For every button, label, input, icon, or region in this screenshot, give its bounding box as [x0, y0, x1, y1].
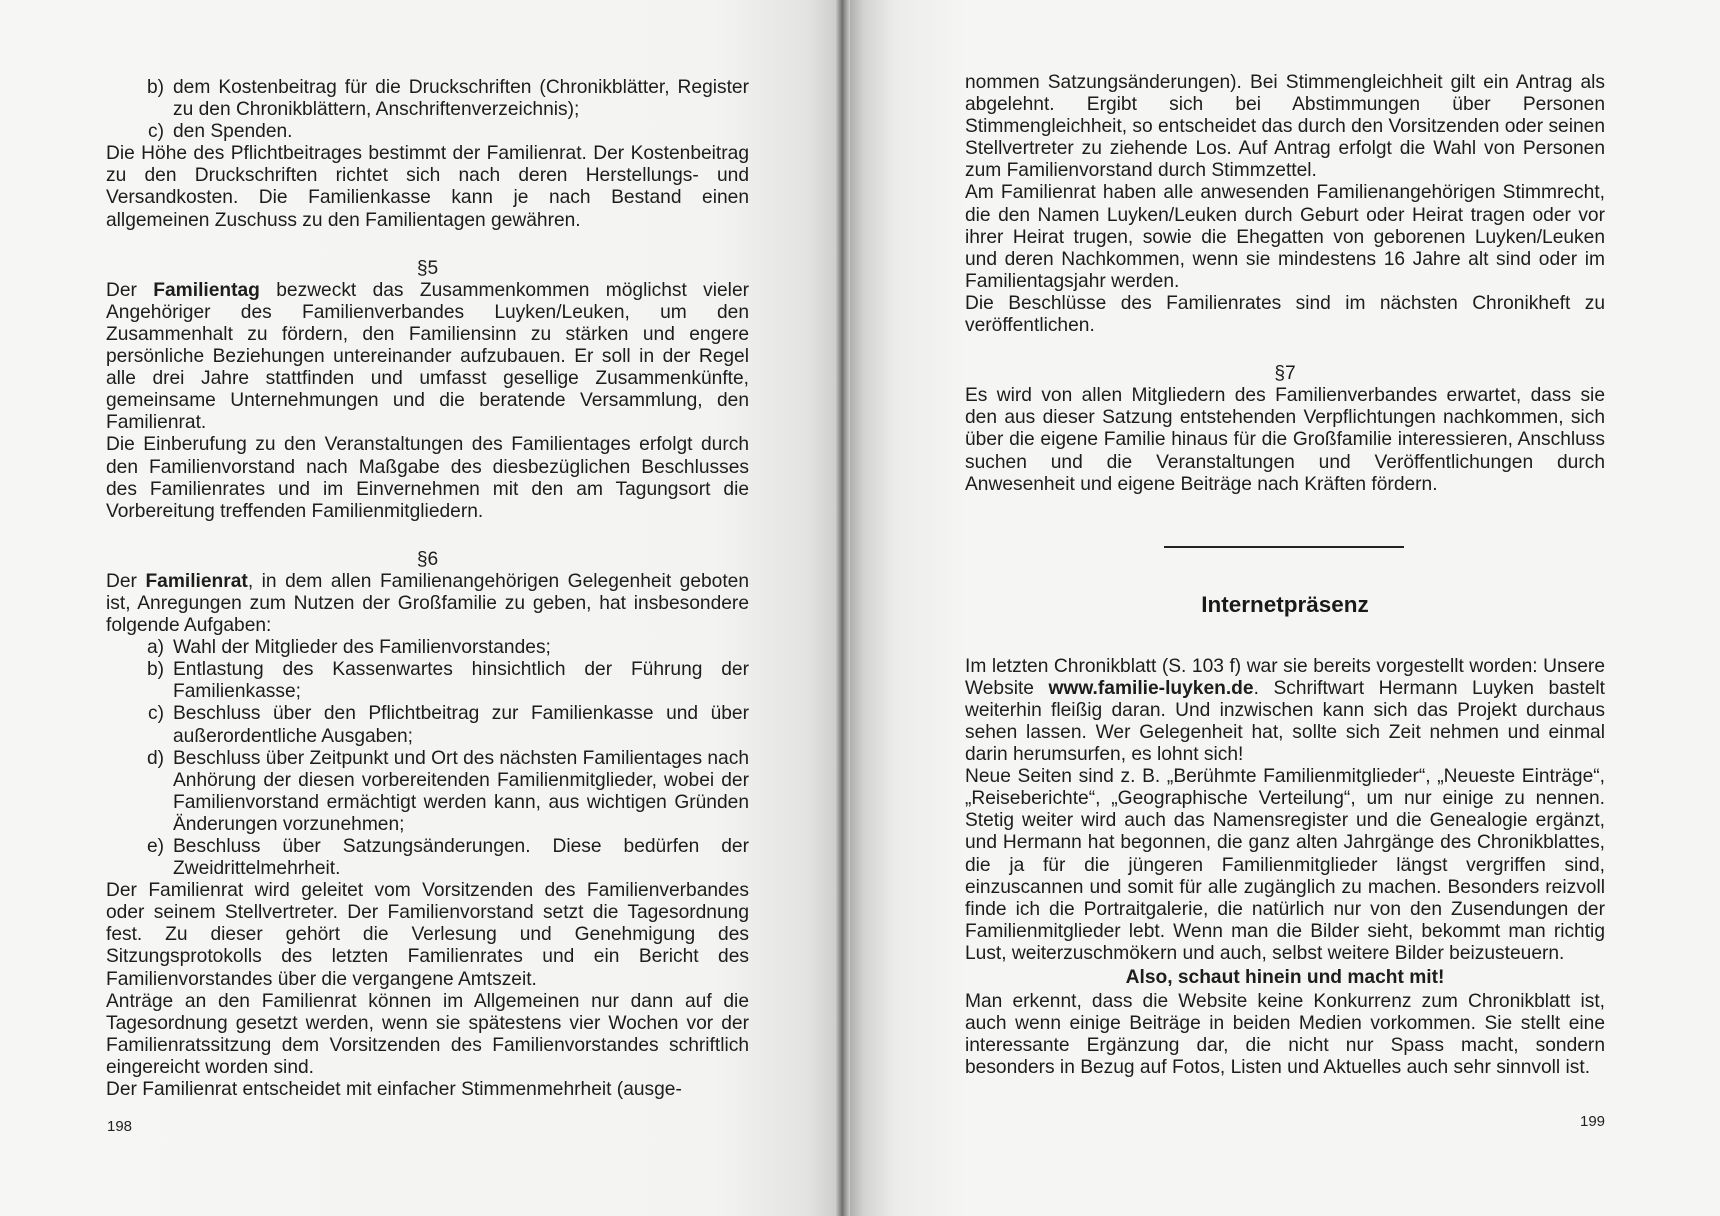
internet-paragraph-1 — [965, 656, 1605, 766]
list-text: den Spenden. — [173, 121, 293, 143]
section-7-heading: §7 — [1274, 363, 1296, 385]
section-6-paragraph-3: Anträge an den Familienrat können im Allgemeinen nur dann auf die Tagesordnung gesetzt werden, wenn sie spätestens vier Wochen vor der Familienratssitzung dem Vorsitzenden des Familienvorstandes schriftlich eingereicht worden sind. — [106, 990, 749, 1078]
list-text: Beschluss über den Pflichtbeitrag zur Familienkasse und über außerordentliche Ausgaben; — [173, 703, 749, 747]
section-7-paragraph: Es wird von allen Mitgliedern des Familienverbandes erwartet, dass sie den aus dieser Satzung entstehenden Verpflichtungen nachkommen, sich über die eigene Familie hinaus für die Großfamilie interessieren, Anschluss suchen und die Veranstaltungen und Veröffentlichungen durch Anwesenheit und eigene Beiträge nach Kräften fördern. — [965, 385, 1605, 495]
internet-paragraph-3: Man erkennt, dass die Website keine Konkurrenz zum Chronikblatt ist, auch wenn einige Beiträge in beiden Medien vorkommen. Sie stellt eine interessante Ergänzung dar, die nicht nur Spass macht, sondern besonders in Bezug auf Fotos, Listen und Aktuelles auch sehr sinnvoll ist. — [965, 991, 1605, 1079]
page-number-right: 199 — [1580, 1113, 1606, 1130]
list-marker: c) — [148, 121, 164, 143]
internet-paragraph-2: Neue Seiten sind z. B. „Berühmte Familienmitglieder“, „Neueste Einträge“, „Reiseberichte“, „Geographische Verteilung“, um nur einige zu nennen. Stetig weiter wird auch das Namensregister und die Genealogie ergänzt, und Hermann hat begonnen, die ganz alten Jahrgänge des Chronikblattes, die ja für die jüngeren Familienmitglieder längst vergriffen sind, einzuscannen und somit für alle zugänglich zu machen. Besonders reizvoll finde ich die Portraitgalerie, die natürlich nur von den Zusendungen der Familienmitglieder lebt. Wenn man die Bilder sieht, bekommt man richtig Lust, weiterzuschmökern und auch, selbst weitere Bilder beizusteuern. — [965, 766, 1605, 964]
list-text: Wahl der Mitglieder des Familienvorstandes; — [173, 637, 551, 659]
list-item — [106, 836, 749, 880]
page-number-left: 198 — [107, 1118, 133, 1135]
list-item — [106, 637, 749, 659]
paragraph-beitrag: Die Höhe des Pflichtbeitrages bestimmt der Familienrat. Der Kostenbeitrag zu den Druckschriften richtet sich nach deren Herstellungs- und Versandkosten. Die Familienkasse kann je nach Bestand einen allgemeinen Zuschuss zu den Familientagen gewähren. — [106, 143, 749, 231]
list-marker: c) — [148, 703, 164, 725]
text-run: Der — [106, 279, 154, 301]
section-6-heading: §6 — [416, 548, 439, 570]
paragraph-beschluesse: Die Beschlüsse des Familienrates sind im nächsten Chronikheft zu veröffentlichen. — [965, 292, 1605, 337]
text-run: Im letzten Chronikblatt (S. 103 f) war sie bereits vorgestellt worden: Unsere Website — [965, 655, 1605, 699]
section-6-paragraph-4: Der Familienrat entscheidet mit einfacher Stimmenmehrheit (ausge- — [106, 1079, 682, 1101]
section-5-paragraph-1 — [106, 280, 749, 435]
list-text: dem Kostenbeitrag für die Druckschriften (Chronikblätter, Register zu den Chronikblättern, Anschriftenverzeichnis); — [173, 77, 749, 121]
text-run: Der — [106, 570, 146, 592]
right-page-text — [965, 72, 1605, 1079]
list-item — [106, 748, 749, 836]
text-run: bezweckt das Zusammenkommen möglichst vieler Angehöriger des Familienverbandes Luyken/Leuken, um den Zusammenhalt zu fördern, den Familiensinn zu stärken und engere persönliche Beziehungen untereinander aufzubauen. Er soll in der Regel alle drei Jahre stattfinden und umfasst gesellige Zusammenkünfte, gemeinsame Unternehmungen und die beratende Versammlung, den Familienrat. — [106, 279, 750, 434]
section-5-heading: §5 — [416, 257, 439, 279]
internet-callout: Also, schaut hinein und macht mit! — [1125, 967, 1445, 988]
intro-list — [106, 77, 749, 143]
list-item — [106, 121, 749, 143]
list-text: Beschluss über Zeitpunkt und Ort des nächsten Familientages nach Anhörung der diesen vorbereitenden Familienmitglieder, wobei der Familienvorstand ermächtigt werden kann, aus wichtigen Gründen Änderungen vorzunehmen; — [173, 747, 749, 835]
text-run: , in dem allen Familienangehörigen Gelegenheit geboten ist, Anregungen zum Nutzen der Großfamilie zu geben, hat insbesondere folgende Aufgaben: — [106, 570, 750, 637]
list-item — [106, 703, 749, 747]
section-6-task-list — [106, 637, 749, 880]
list-marker: b) — [146, 659, 164, 681]
paragraph-continued: nommen Satzungsänderungen). Bei Stimmengleichheit gilt ein Antrag als abgelehnt. Ergibt sich bei Abstimmungen über Personen Stimmengleichheit, so entscheidet das durch den Vorsitzenden oder seinen Stellvertreter zu ziehende Los. Auf Antrag erfolgt die Wahl von Personen zum Familienvorstand durch Stimmzettel. — [965, 72, 1605, 182]
section-6-paragraph-1 — [106, 571, 749, 637]
list-item — [106, 659, 749, 703]
text-run: . Schriftwart Hermann Luyken bastelt weiterhin fleißig daran. Und inzwischen kann sich das Projekt durchaus sehen lassen. Wer Gelegenheit hat, sollte sich Zeit nehmen und einmal darin herumsurfen, es lohnt sich! — [965, 677, 1605, 766]
list-marker: d) — [146, 747, 164, 769]
section-5-paragraph-2: Die Einberufung zu den Veranstaltungen des Familientages erfolgt durch den Familienvorstand nach Maßgabe des diesbezüglichen Beschlusses des Familienrates und im Einvernehmen mit den am Tagungsort die Vorbereitung treffenden Familienmitgliedern. — [106, 434, 749, 522]
list-text: Beschluss über Satzungsänderungen. Diese bedürfen der Zweidrittelmehrheit. — [173, 836, 749, 880]
term-familienrat: Familienrat — [145, 570, 248, 592]
section-6-paragraph-2: Der Familienrat wird geleitet vom Vorsitzenden des Familienverbandes oder seinem Stellvertreter. Der Familienvorstand setzt die Tagesordnung fest. Zu dieser gehört die Verlesung und Genehmigung des Sitzungsprotokolls des letzten Familienrates und ein Bericht des Familienvorstandes über die vergangene Amtszeit. — [106, 880, 749, 990]
section-divider-rule — [1164, 546, 1404, 548]
book-gutter — [836, 0, 850, 1216]
paragraph-stimmrecht: Am Familienrat haben alle anwesenden Familienangehörigen Stimmrecht, die den Namen Luyken/Leuken durch Geburt oder Heirat tragen oder vor ihrer Heirat trugen, sowie die Ehegatten von geborenen Luyken/Leuken und deren Nachkommen, wenn sie mindestens 16 Jahre alt sind oder im Familientagsjahr werden. — [965, 182, 1605, 292]
internet-heading: Internetpräsenz — [1201, 592, 1369, 617]
website-url: www.familie-luyken.de — [1048, 677, 1254, 699]
list-marker: e) — [146, 836, 164, 857]
list-item — [106, 77, 749, 121]
list-marker: b) — [146, 77, 164, 98]
term-familientag: Familientag — [153, 279, 260, 301]
list-marker: a) — [146, 637, 164, 659]
left-page-text — [106, 77, 749, 1101]
list-text: Entlastung des Kassenwartes hinsichtlich der Führung der Familienkasse; — [173, 659, 749, 703]
